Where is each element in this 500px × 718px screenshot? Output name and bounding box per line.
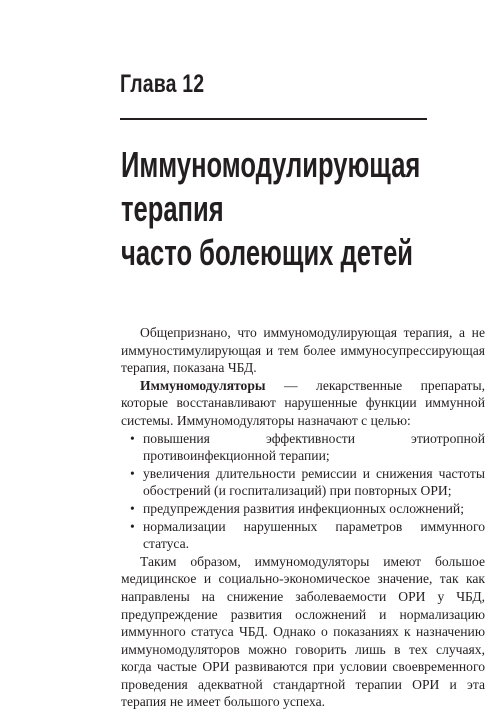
list-item-text: увеличения длительности ремиссии и снижения частоты обострений (и госпитализаций) при повторных ОРИ;	[143, 465, 485, 499]
list-item	[121, 430, 485, 465]
list-item	[121, 518, 485, 553]
list-item	[121, 500, 485, 518]
definition-text: — лекарственные препараты, которые восстанавливают нарушенные функции иммунной системы. Иммуномодуляторы назначают с целью:	[121, 377, 485, 428]
title-line: часто болеющих детей	[121, 232, 414, 273]
chapter-title	[121, 143, 420, 275]
list-item	[121, 465, 485, 500]
bullet-icon: •	[130, 430, 135, 446]
list-item-text: повышения эффективности этиотропной противоинфекционной терапии;	[143, 430, 485, 464]
goals-list	[121, 430, 485, 553]
chapter-divider	[120, 118, 427, 120]
bullet-icon: •	[130, 500, 135, 516]
title-line: терапия	[121, 188, 224, 229]
title-line: Иммуномодулирующая	[121, 144, 421, 185]
chapter-heading: Глава 12	[120, 70, 205, 98]
list-item-text: предупреждения развития инфекционных осложнений;	[143, 500, 464, 516]
paragraph-conclusion: Таким образом, иммуномодуляторы имеют большое медицинское и социально-экономическое значение, так как направлены на снижение заболеваемости ОРИ у ЧБД, предупреждение развития осложнений и нормализацию иммунного статуса ЧБД. Однако о показаниях к назначению иммуномодуляторов можно говорить лишь в тех случаях, когда частые ОРИ развиваются при условии своевременного проведения адекватной стандартной терапии ОРИ и эта терапия не имеет большого успеха.	[121, 553, 485, 710]
paragraph-definition	[121, 377, 485, 430]
list-item-text: нормализации нарушенных параметров иммунного статуса.	[143, 518, 485, 552]
bullet-icon: •	[130, 465, 135, 481]
body-text	[121, 324, 485, 711]
paragraph-intro: Общепризнано, что иммуномодулирующая терапия, а не иммуностимулирующая и тем более иммуносупрессирующая терапия, показана ЧБД.	[121, 325, 485, 376]
term-immunomodulators: Иммуномодуляторы	[140, 377, 266, 393]
bullet-icon: •	[130, 518, 135, 534]
